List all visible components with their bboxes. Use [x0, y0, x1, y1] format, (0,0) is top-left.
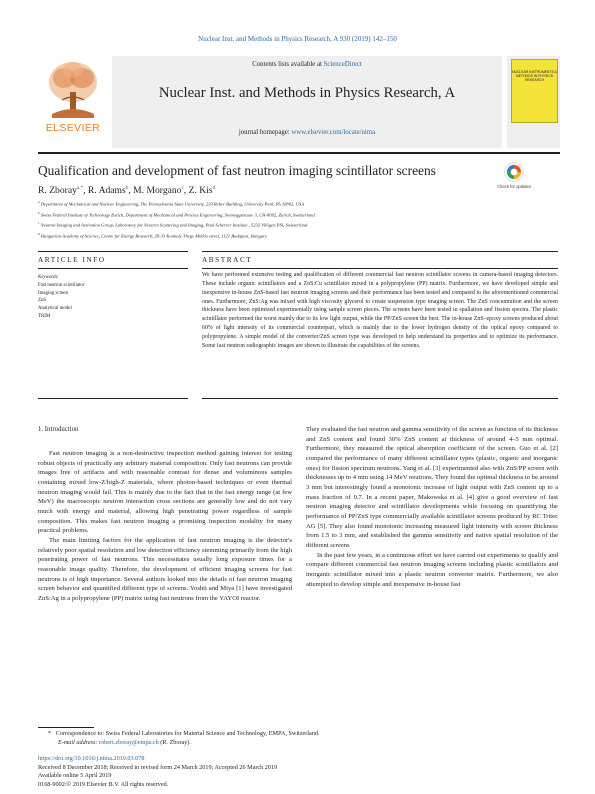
journal-banner	[112, 56, 502, 148]
author-name[interactable]: M. Morgano	[133, 185, 182, 197]
affiliations	[38, 198, 558, 241]
author-name[interactable]: Z. Kis	[188, 185, 213, 197]
section-heading-introduction: 1. Introduction	[38, 426, 79, 433]
copyright: 0168-9002/© 2019 Elsevier B.V. All rights reserved.	[38, 780, 169, 788]
keyword-item: ZnS	[38, 298, 47, 304]
author-affil-mark[interactable]: d	[212, 185, 216, 191]
email-suffix: (R. Zboray).	[158, 738, 191, 746]
publisher-logo[interactable]	[38, 56, 108, 148]
body-paragraph: The main limiting factors for the application of fast neutron imaging is the detector's relatively poor spatial resolution and low detection efficiency stemming primarily from the high penetrating power of fast neutrons. This necessitates usually long exposure times for a reasonable image quality. Therefore, the development of efficient imaging screens for fast neutrons is of high importance. Several authors looked into the details of fast neutron imaging screen behavior and quantified different type of screens. Yoshii and Miya [1] have investigated ZnS:Ag in a polypropylene (PP) matrix using fast neutrons from the YAYOI reactor.	[38, 536, 292, 602]
author-list: R. Zboray$^{a,*}$, R. Adams$^b$, M. Morgano$^c$, Z. Kis$^d$	[38, 185, 216, 197]
keyword-item: TRIM	[38, 313, 51, 319]
keyword-item: Fast neutron scintillator	[38, 282, 85, 288]
author-name[interactable]: R. Zboray	[38, 185, 77, 197]
email-link[interactable]: robert.zboray@empa.ch	[99, 738, 159, 746]
sciencedirect-link[interactable]: ScienceDirect	[323, 61, 362, 68]
check-updates-icon	[504, 162, 524, 182]
author-affil-mark[interactable]: c	[181, 185, 184, 191]
affiliation-item: $^b$ Swiss Federal Institute of Technology Zurich, Department of Mechanical and Process Engineering, Sonneggstrasse 3, CH-8092, Zurich, Switzerland	[38, 210, 315, 218]
article-title: Qualification and development of fast neutron imaging scintillator screens	[38, 163, 436, 178]
contents-prefix: Contents lists available at	[252, 61, 324, 68]
divider	[202, 268, 558, 269]
correspondence-text: Correspondence to: Swiss Federal Laboratories for Material Science and Technology, EMPA, Switzerland.	[55, 730, 320, 737]
divider	[38, 251, 188, 252]
keyword-item: Imaging screen	[38, 290, 69, 296]
available-online: Available online 5 April 2019	[38, 772, 112, 780]
divider	[38, 268, 188, 269]
journal-title: Nuclear Inst. and Methods in Physics Research, A	[158, 85, 456, 101]
affiliation-item: $^a$ Department of Mechanical and Nuclear Engineering, The Pennsylvania State University, 233 Reber Building, University Park, PA 16802, USA	[38, 200, 305, 207]
cover-text: NUCLEAR INSTRUMENTS & METHODS IN PHYSICS RESEARCH	[512, 70, 557, 82]
email-label: E-mail address:	[58, 738, 98, 746]
author-affil-mark[interactable]: b	[125, 185, 129, 191]
keywords-label: Keywords:	[38, 275, 60, 280]
check-for-updates-badge[interactable]	[497, 162, 531, 200]
article-info-heading: ARTICLE INFO	[38, 256, 106, 264]
badge-label: Check for updates	[497, 184, 531, 189]
received-dates: Received 8 December 2018; Received in revised form 24 March 2019; Accepted 26 March 2019	[38, 763, 278, 771]
journal-reference[interactable]: Nuclear Inst. and Methods in Physics Research, A 930 (2019) 142–150	[198, 35, 397, 43]
correspondence-footnote	[48, 730, 548, 747]
homepage-prefix: journal homepage:	[238, 129, 292, 136]
divider	[202, 398, 558, 399]
abstract-heading: ABSTRACT	[202, 256, 253, 264]
author-name[interactable]: R. Adams	[87, 185, 126, 197]
affiliation-item: $^c$ Neutron Imaging and Activation Group, Laboratory for Neutron Scattering and Imaging, Paul Scherrer Institute , 5232 Villigen PSI, Switzerland	[38, 221, 308, 228]
header-divider	[38, 152, 560, 154]
keywords-block	[38, 274, 188, 321]
publication-info	[38, 755, 438, 789]
footnote-divider	[38, 727, 94, 728]
body-column-left	[38, 449, 292, 604]
keyword-item: Analytical model	[38, 306, 72, 312]
footnote-star: *	[48, 730, 52, 737]
homepage-line	[112, 129, 502, 136]
journal-cover-image[interactable]	[511, 59, 558, 123]
author-affil-mark[interactable]: a,*	[76, 185, 84, 191]
elsevier-tree-icon	[44, 58, 102, 120]
body-paragraph: In the past few years, in a continuous effort we have carried out experiments to qualify and compare different commercial fast neutron imaging screens including plastic scintillators and inorganic scintillator mixed into a plastic neutron converter matrix. Furthermore, we also attempted to develop simple and inexpensive in-house fast	[306, 551, 558, 588]
doi-link[interactable]: https://doi.org/10.1016/j.nima.2019.03.078	[38, 755, 145, 762]
journal-header	[38, 56, 560, 155]
divider	[202, 251, 558, 252]
divider	[38, 398, 188, 399]
body-column-right	[306, 425, 558, 589]
abstract-text: We have performed extensive testing and qualification of different commercial fast neutron scintillator screens in camera-based imaging detectors. These include organic scintillators and a ZnS:Cu scintillator mixed in a polypropylene (PP) matrix. Furthermore, we have developed simple and inexpensive in-house ZnS-based fast neutron imaging screens and their performance has been tested and compared to the aforementioned commercial ones. Furthermore, ZnS:Ag was mixed with high viscosity glycerol to create suspension type imaging screen. The ZnS concentration and the screen thickness have been optimized experimentally using sample screen pieces. The screens have been tested in spallation and fission spectra. The plastic scintillator performed the worst mainly due to its low light output, while the PP/ZnS screen the best. The in-house ZnS–epoxy screens produced about 60% of light intensity of its commercial counterpart, which is mainly due to the lower hydrogen density of the optical epoxy compared to polypropylene. A simple model of the converter/ZnS screen type was developed to help understand its properties and to optimize its performance. Some fast neutron radiographic images are shown to illustrate the capabilities of the screens.	[202, 272, 558, 349]
body-paragraph: Fast neutron imaging is a non-destructive inspection method gaining interest for testing robust objects of practically any arbitrary material composition. Only fast neutrons can provide images free of artifacts and with reasonable contrast for dense and voluminous samples containing mixed low-Z/high-Z materials, where photon-based techniques or even thermal neutron imaging would fail. This is mainly due to the fact that in the fast energy range (at few MeV) the macroscopic neutron interaction cross sections are generally low and do not vary much with energy and material, allowing high penetrating power regardless of sample composition. This makes fast neutron imaging a promising inspection modality for many practical problems.	[38, 450, 292, 535]
homepage-link[interactable]: www.elsevier.com/locate/nima	[291, 129, 376, 136]
journal-cover-panel	[507, 56, 560, 148]
contents-line	[112, 61, 502, 68]
affiliation-item: $^d$ Hungarian Academy of Science, Centre for Energy Research, 29-33 Konkoly Thege Miklós street, 1121 Budapest, Hungary	[38, 232, 267, 239]
publisher-name: ELSEVIER	[45, 122, 101, 134]
body-paragraph: They evaluated the fast neutron and gamma sensitivity of the screen as function of its thickness and ZnS content and found 30% ZnS content at thickness of around 4–5 mm optimal. Furthermore, they measured the optical absorption coefficient of the screen. Guo et al. [2] compared the performance of many different scintillator types (plastic, organic and inorganic ones) for fission spectrum neutrons. Yang et al. [3] experimented also with ZnS/PP screen with thicknesses up to 4 mm using 14 MeV neutrons. They found the optimal thickness to be around 3 mm but interestingly found a monotonic increase of light output with ZnS content up to a mass fraction of 0.7. In a recent paper, Makowska et al. [4] give a good overview of fast neutron imaging detector and scintillator developments while focusing on quantifying the performance of PP/ZnS type commercially available scintillator screens produced by RC Tritec AG [5]. They also found monotonic increasing measured light intensity with screen thickness from 1.5 to 3 mm, and established the gamma sensitivity and native spatial resolution of the different screens	[306, 426, 558, 549]
